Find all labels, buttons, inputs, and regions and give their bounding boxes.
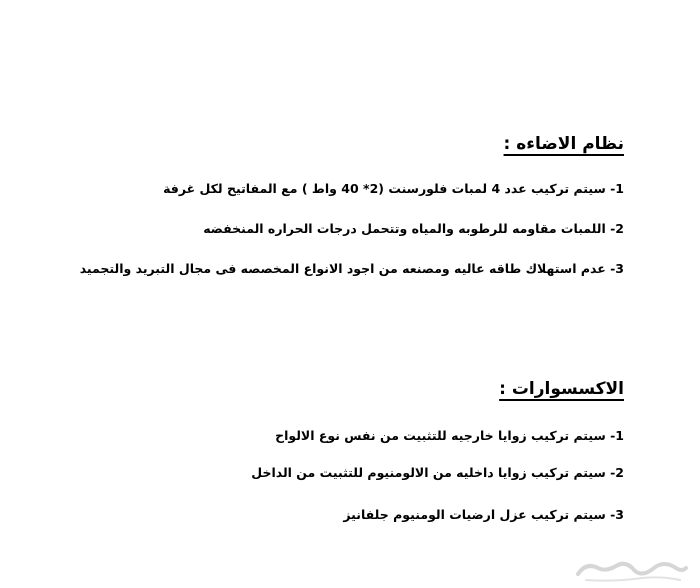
accessories-item-1: 1- سيتم تركيب زوايا خارجيه للتثبيت من نفس نوع الالواح (275, 428, 624, 443)
accessories-item-3: 3- سيتم تركيب عزل ارضيات الومنيوم جلفانيز (343, 507, 624, 522)
accessories-section-heading: الاكسسوارات : (499, 379, 624, 399)
lighting-item-2: 2- اللمبات مقاومه للرطوبه والمياه وتتحمل درجات الحراره المنخفضه (203, 221, 624, 236)
haraj-watermark-logo (572, 556, 690, 584)
lighting-item-3: 3- عدم استهلاك طاقه عاليه ومصنعه من اجود الانواع المخصصه فى مجال التبريد والتجميد (79, 261, 624, 276)
lighting-section-heading: نظام الاضاءه : (503, 134, 624, 154)
lighting-item-1: 1- سيتم تركيب عدد 4 لمبات فلورسنت (2* 40 واط ) مع المفاتيح لكل غرفة (163, 181, 624, 196)
accessories-item-2: 2- سيتم تركيب زوايا داخليه من الالومنيوم للتثبيت من الداخل (251, 465, 624, 480)
